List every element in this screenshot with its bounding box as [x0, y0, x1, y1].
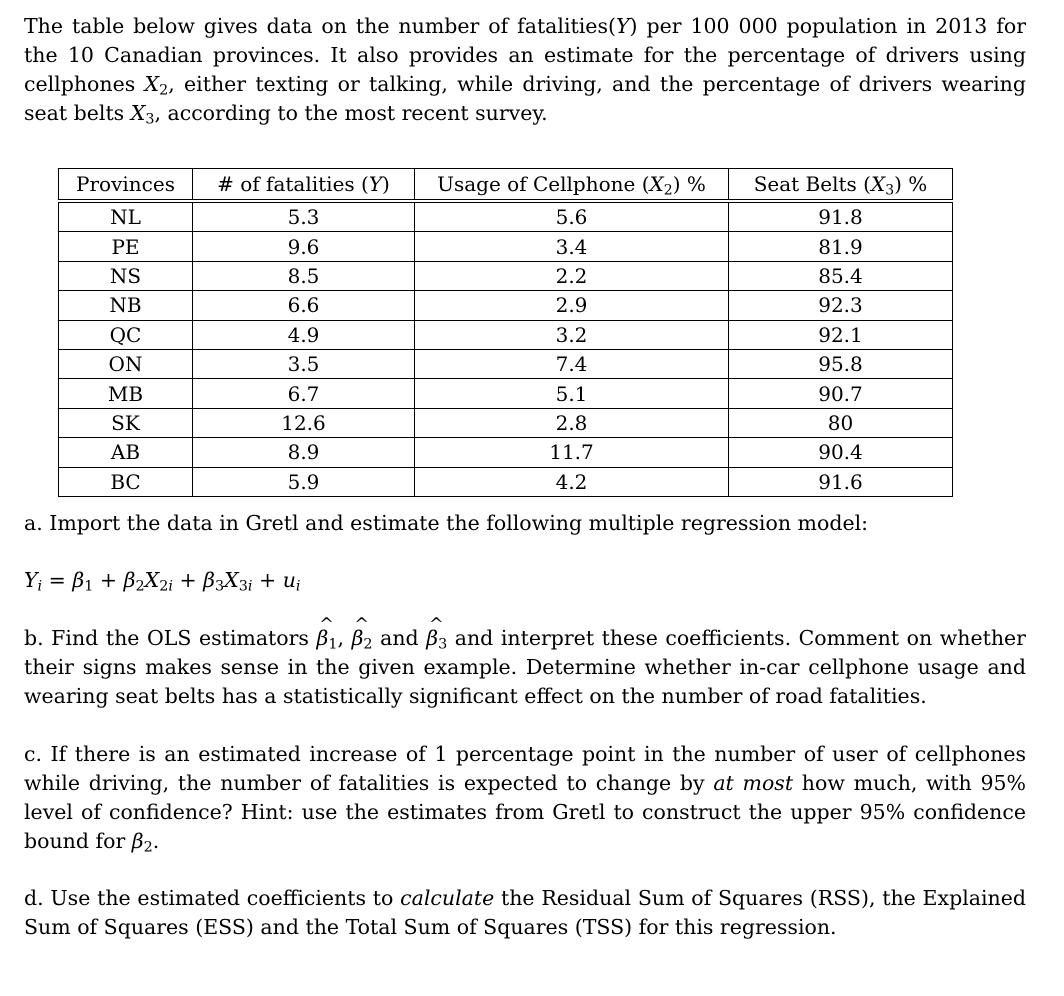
cell-fatalities: 9.6 [193, 232, 415, 261]
cell-fatalities: 8.5 [193, 261, 415, 290]
intro-text-2: ) per 100 000 population in 2013 for the 10 Canadian provinces. It also provides an estimate for the percentage of drivers using cellphones [24, 14, 1026, 96]
cell-fatalities: 6.6 [193, 291, 415, 320]
cell-fatalities: 6.7 [193, 379, 415, 408]
header-provinces: Provinces [59, 169, 193, 200]
regression-equation: $Y_i = \beta_1 + \beta_2X_{2i} + \beta_3X_{3i} + u_i$ [24, 568, 301, 595]
table-row [59, 438, 953, 467]
cell-fatalities: 8.9 [193, 438, 415, 467]
cell-seatbelts: 91.8 [729, 203, 953, 232]
cell-cellphone: 7.4 [415, 349, 729, 378]
cell-cellphone: 4.2 [415, 467, 729, 496]
question-d: d. Use the estimated coefficients to calculate the Residual Sum of Squares (RSS), the Explained Sum of Squares (ESS) and the Total Sum of Squares (TSS) for this regression. [24, 886, 1026, 939]
cell-province: SK [59, 408, 193, 437]
cell-fatalities: 3.5 [193, 349, 415, 378]
cell-fatalities: 4.9 [193, 320, 415, 349]
cell-cellphone: 2.2 [415, 261, 729, 290]
table-row [59, 349, 953, 378]
cell-cellphone: 5.1 [415, 379, 729, 408]
table-header-row [59, 169, 953, 200]
cell-cellphone: 5.6 [415, 203, 729, 232]
cell-seatbelts: 92.1 [729, 320, 953, 349]
table-row [59, 232, 953, 261]
cell-cellphone: 2.8 [415, 408, 729, 437]
data-table [58, 168, 953, 497]
cell-fatalities: 5.3 [193, 203, 415, 232]
table-row [59, 261, 953, 290]
cell-seatbelts: 81.9 [729, 232, 953, 261]
intro-text-1: The table below gives data on the number of fatalities( [24, 14, 616, 38]
cell-cellphone: 11.7 [415, 438, 729, 467]
intro-text-4: , according to the most recent survey. [154, 101, 548, 125]
table-row [59, 203, 953, 232]
header-seatbelts: Seat Belts $(X_3)$ % [729, 169, 953, 200]
cell-seatbelts: 80 [729, 408, 953, 437]
cell-fatalities: 12.6 [193, 408, 415, 437]
cell-cellphone: 3.2 [415, 320, 729, 349]
cell-province: NS [59, 261, 193, 290]
header-cellphone: Usage of Cellphone $(X_2)$ % [415, 169, 729, 200]
table-body [59, 203, 953, 497]
table-row [59, 408, 953, 437]
intro-text-3: , either texting or talking, while driving, and the percentage of drivers wearing seat belts [24, 72, 1026, 125]
cell-province: NL [59, 203, 193, 232]
cell-province: AB [59, 438, 193, 467]
question-a: a. Import the data in Gretl and estimate the following multiple regression model: [24, 511, 869, 535]
cell-seatbelts: 95.8 [729, 349, 953, 378]
cell-seatbelts: 92.3 [729, 291, 953, 320]
cell-seatbelts: 85.4 [729, 261, 953, 290]
cell-seatbelts: 91.6 [729, 467, 953, 496]
table-row [59, 467, 953, 496]
cell-cellphone: 3.4 [415, 232, 729, 261]
cell-province: QC [59, 320, 193, 349]
intro-paragraph: The table below gives data on the number of fatalities(Y) per 100 000 population in 2013 for the 10 Canadian provinces. It also provides an estimate for the percentage of drivers using cellphones $X_2$, either texting or talking, while driving, and the percentage of drivers wearing seat belts $X_3$, according to the most recent survey. [24, 14, 1026, 128]
cell-seatbelts: 90.7 [729, 379, 953, 408]
cell-province: NB [59, 291, 193, 320]
cell-fatalities: 5.9 [193, 467, 415, 496]
table-row [59, 320, 953, 349]
table-row [59, 291, 953, 320]
question-b: b. Find the OLS estimators ^ $\beta_1$, ^ $\beta_2$ and ^ $\beta_3$ and interpret these coefficients. Comment on whether their signs makes sense in the given example. Determine whether in-car cellphone usage and wearing seat belts has a statistically significant effect on the number of road fatalities. [24, 624, 1026, 711]
cell-province: ON [59, 349, 193, 378]
cell-seatbelts: 90.4 [729, 438, 953, 467]
question-c: c. If there is an estimated increase of 1 percentage point in the number of user of cellphones while driving, the number of fatalities is expected to change by at most how much, with 95% level of confidence? Hint: use the estimates from Gretl to construct the upper 95% confidence bound for $\beta_2$. [24, 742, 1027, 856]
header-fatalities: # of fatalities (Y) [193, 169, 415, 200]
cell-cellphone: 2.9 [415, 291, 729, 320]
cell-province: PE [59, 232, 193, 261]
table-row [59, 379, 953, 408]
cell-province: MB [59, 379, 193, 408]
cell-province: BC [59, 467, 193, 496]
